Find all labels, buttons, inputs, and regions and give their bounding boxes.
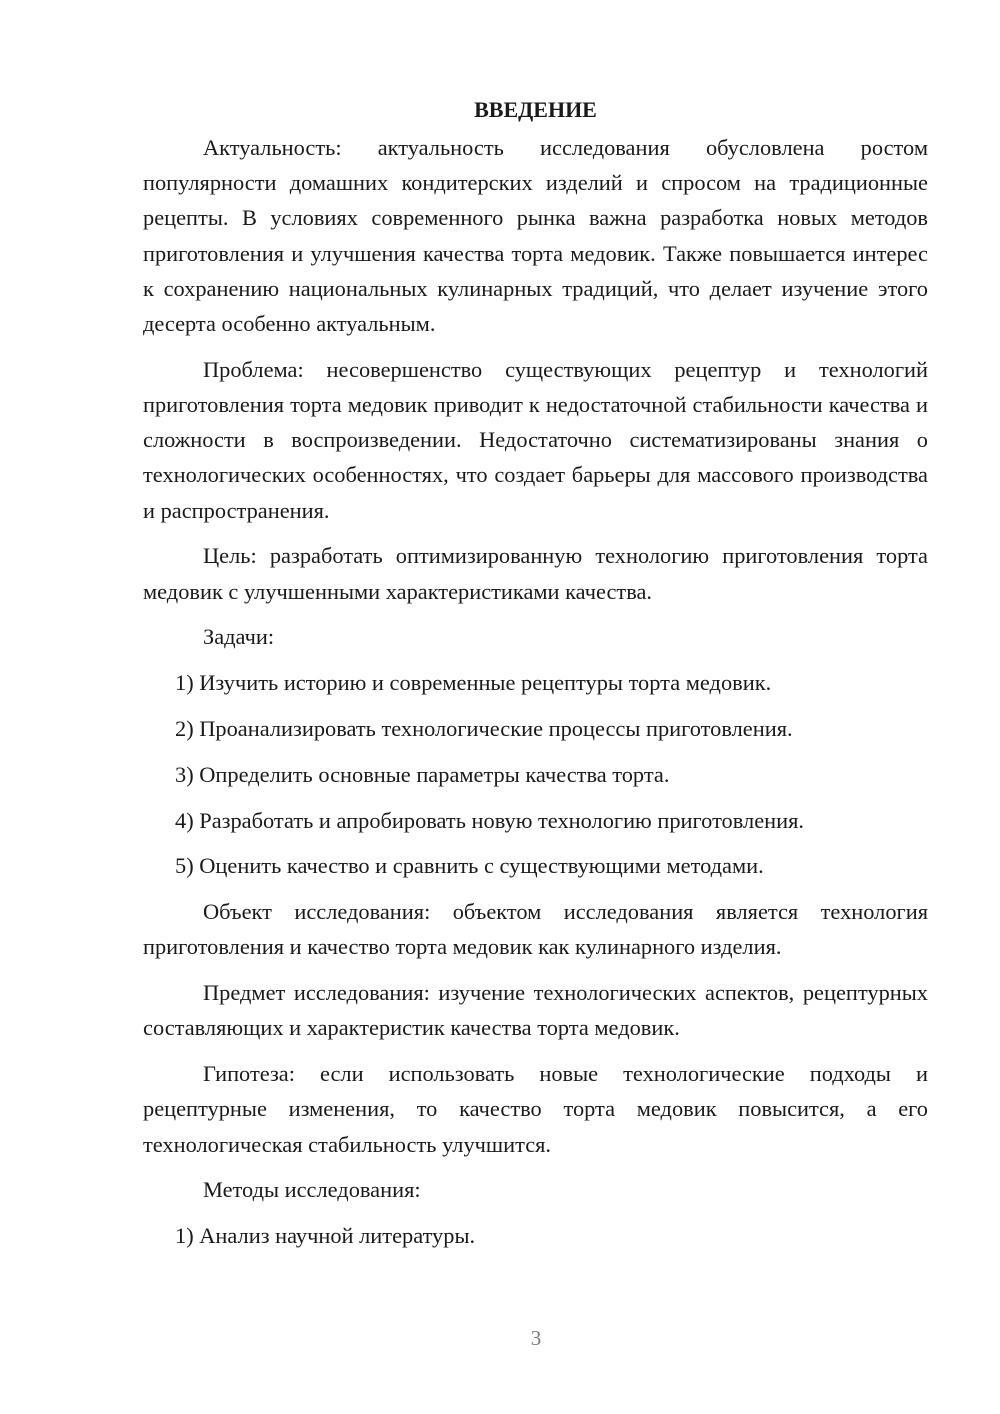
hypothesis-paragraph: Гипотеза: если использовать новые технологические подходы и рецептурные изменения, то качество торта медовик повысится, а его технологическая стабильность улучшится.: [143, 1061, 928, 1157]
document-title: ВВЕДЕНИЕ: [474, 97, 597, 122]
task-item: 5) Оценить качество и сравнить с существующими методами.: [175, 853, 764, 879]
object-paragraph: Объект исследования: объектом исследования является технология приготовления и качество торта медовик как кулинарного изделия.: [143, 899, 928, 960]
method-item: 1) Анализ научной литературы.: [175, 1223, 476, 1249]
methods-list: [143, 1218, 928, 1253]
task-item: 4) Разработать и апробировать новую технологию приготовления.: [175, 807, 805, 833]
document-page: [143, 92, 928, 1264]
task-item: 3) Определить основные параметры качества торта.: [175, 761, 670, 787]
subject-paragraph: Предмет исследования: изучение технологических аспектов, рецептурных составляющих и характеристик качества торта медовик.: [143, 980, 928, 1041]
tasks-list: [143, 665, 928, 883]
relevance-paragraph: Актуальность: актуальность исследования обусловлена ростом популярности домашних кондитерских изделий и спросом на традиционные рецепты. В условиях современного рынка важна разработка новых методов приготовления и улучшения качества торта медовик. Также повышается интерес к сохранению национальных кулинарных традиций, что делает изучение этого десерта особенно актуальным.: [143, 135, 928, 337]
task-item: 2) Проанализировать технологические процессы приготовления.: [175, 716, 793, 742]
task-item: 1) Изучить историю и современные рецептуры торта медовик.: [175, 670, 772, 696]
page-number: 3: [530, 1326, 542, 1350]
problem-paragraph: Проблема: несовершенство существующих рецептур и технологий приготовления торта медовик приводит к недостаточной стабильности качества и сложности в воспроизведении. Недостаточно систематизированы знания о технологических особенностях, что создает барьеры для массового производства и распространения.: [143, 356, 928, 523]
methods-heading: Методы исследования:: [203, 1177, 421, 1203]
tasks-heading: Задачи:: [203, 624, 275, 650]
goal-paragraph: Цель: разработать оптимизированную технологию приготовления торта медовик с улучшенными характеристиками качества.: [143, 543, 928, 604]
